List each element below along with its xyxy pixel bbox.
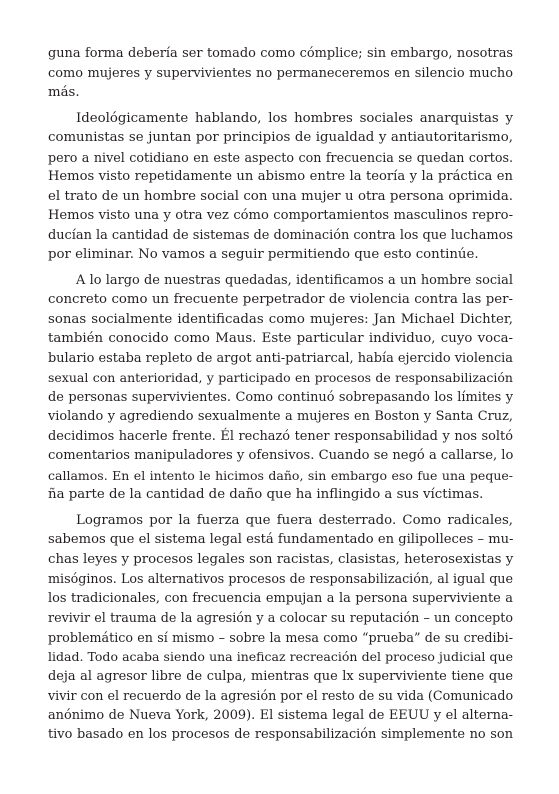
text-line: como mujeres y supervivientes no permaneceremos en silencio mucho [48, 65, 513, 81]
text-line: chas leyes y procesos legales son racistas, clasistas, heterosexistas y [48, 551, 514, 567]
text-line: ducían la cantidad de sistemas de dominación contra los que luchamos [48, 227, 513, 243]
document-page [48, 44, 513, 751]
paragraph-4 [48, 511, 513, 745]
text-line: Hemos visto repetidamente un abismo entre la teoría y la práctica en [48, 169, 513, 184]
text-line: problemático en sí mismo – sobre la mesa como “prueba” de su credibi- [48, 629, 513, 645]
text-line: concreto como un frecuente perpetrador de violencia contra las per- [48, 292, 513, 307]
text-line: misóginos. Los alternativos procesos de responsabilización, al igual que [48, 571, 513, 586]
text-line: anónimo de Nueva York, 2009). El sistema legal de EEUU y el alterna- [48, 707, 513, 723]
text-line: comunistas se juntan por principios de igualdad y antiautoritarismo, [48, 130, 513, 145]
text-line: de personas supervivientes. Como continuó sobrepasando los límites y [48, 389, 513, 405]
text-line: bulario estaba repleto de argot anti-patriarcal, había ejercido violencia [48, 350, 513, 366]
text-line: sabemos que el sistema legal está fundamentado en gilipolleces – mu- [48, 532, 514, 547]
text-line: Logramos por la fuerza que fuera desterrado. Como radicales, [76, 512, 513, 528]
text-line: deja al agresor libre de culpa, mientras que lx superviviente tiene que [48, 668, 513, 684]
text-line: Ideológicamente hablando, los hombres sociales anarquistas y [76, 110, 513, 126]
text-line: revivir el trauma de la agresión y a colocar su reputación – un concepto [48, 610, 513, 625]
text-line: lidad. Todo acaba siendo una ineficaz recreación del proceso judicial que [48, 649, 513, 664]
paragraph-1 [48, 44, 513, 103]
paragraph-3 [48, 271, 513, 505]
text-line: A lo largo de nuestras quedadas, identificamos a un hombre social [76, 272, 513, 288]
paragraph-2 [48, 109, 513, 265]
text-line: tivo basado en los procesos de responsabilización simplemente no son [48, 727, 513, 742]
text-line: callamos. En el intento le hicimos daño, sin embargo eso fue una peque- [48, 467, 513, 483]
text-line: sonas socialmente identificadas como mujeres: Jan Michael Dichter, [48, 311, 513, 327]
text-line: decidimos hacerle frente. Él rechazó tener responsabilidad y nos soltó [48, 428, 513, 444]
text-line: ña parte de la cantidad de daño que ha inflingido a sus víctimas. [48, 487, 484, 502]
text-line: por eliminar. No vamos a seguir permitiendo que esto continúe. [48, 247, 479, 262]
text-line: guna forma debería ser tomado como cómplice; sin embargo, nosotras [48, 46, 513, 61]
text-line: también conocido como Maus. Este particular individuo, cuyo voca- [48, 331, 513, 346]
text-line: violando y agrediendo sexualmente a mujeres en Boston y Santa Cruz, [48, 409, 513, 424]
text-line: el trato de un hombre social con una mujer u otra persona oprimida. [48, 188, 513, 204]
text-line: más. [48, 85, 80, 100]
text-line: sexual con anterioridad, y participado en procesos de responsabilización [48, 370, 513, 385]
text-line: Hemos visto una y otra vez cómo comportamientos masculinos repro- [48, 208, 513, 223]
text-line: pero a nivel cotidiano en este aspecto con frecuencia se quedan cortos. [48, 149, 513, 165]
text-line: los tradicionales, con frecuencia empujan a la persona superviviente a [48, 590, 513, 606]
text-line: vivir con el recuerdo de la agresión por el resto de su vida (Comunicado [48, 688, 514, 703]
text-line: comentarios manipuladores y ofensivos. Cuando se negó a callarse, lo [48, 448, 514, 463]
